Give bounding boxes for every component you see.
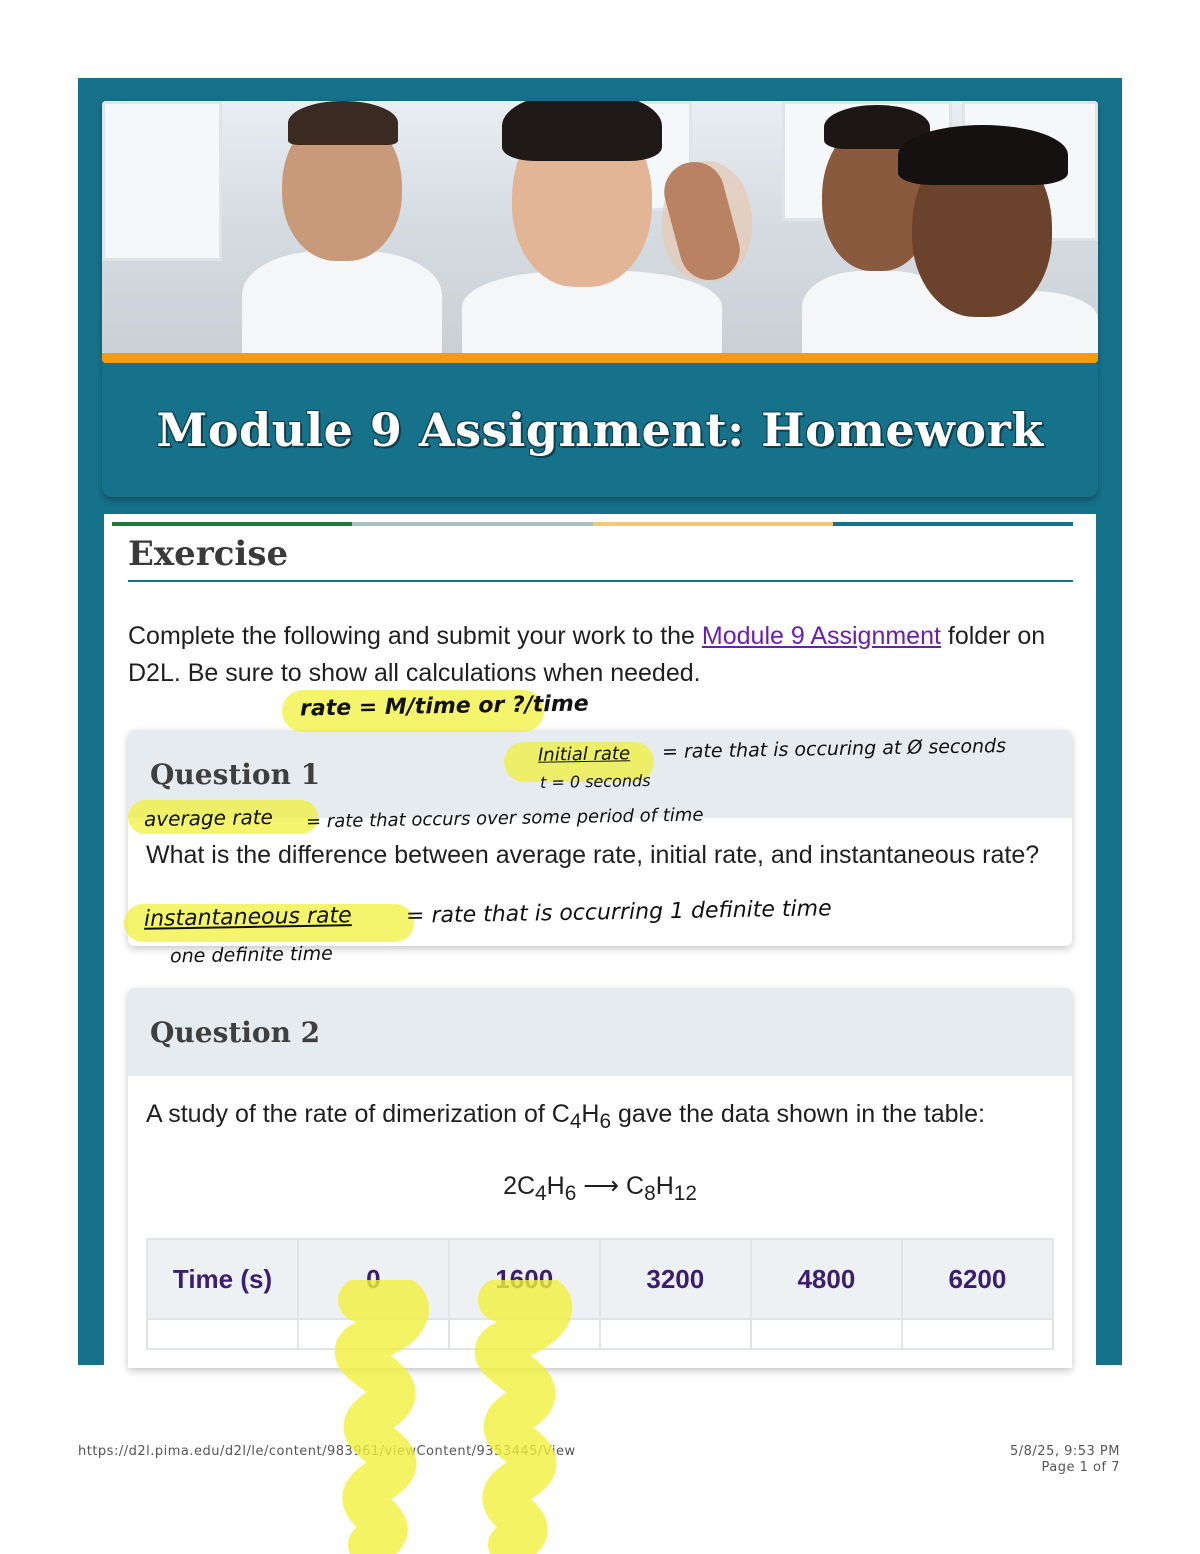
handwritten-initial-rate-label: Initial rate bbox=[537, 743, 631, 766]
handwritten-one-definite-time: one definite time bbox=[169, 942, 334, 968]
highlight-squiggle bbox=[300, 1280, 580, 1554]
table-cell: 1600 bbox=[449, 1239, 600, 1319]
table-cell: 0 bbox=[298, 1239, 449, 1319]
question-2-body bbox=[128, 1076, 1072, 1368]
handwritten-initial-rate-t: t = 0 seconds bbox=[539, 771, 651, 792]
question-1-text: What is the difference between average rate, initial rate, and instantaneous rate? bbox=[146, 841, 1040, 869]
intro-text-before: Complete the following and submit your work to the bbox=[128, 622, 702, 650]
question-1-heading: Question 1 bbox=[150, 758, 321, 791]
exercise-divider bbox=[128, 580, 1073, 582]
time-header-cell: Time (s) bbox=[147, 1239, 298, 1319]
title-panel bbox=[102, 363, 1098, 497]
footer-date bbox=[1010, 1444, 1120, 1476]
color-bar bbox=[112, 522, 1073, 526]
banner-accent-stripe bbox=[102, 353, 1098, 363]
module-9-assignment-link[interactable]: Module 9 Assignment bbox=[701, 622, 941, 650]
handwritten-average-rate-definition: = rate that occurs over some period of time bbox=[305, 804, 704, 833]
page-title: Module 9 Assignment: Homework bbox=[156, 403, 1044, 457]
table-cell: 6200 bbox=[902, 1239, 1053, 1319]
footer-datetime: 5/8/25, 9:53 PM bbox=[1010, 1444, 1120, 1459]
table-cell: 4800 bbox=[751, 1239, 902, 1319]
exercise-heading: Exercise bbox=[128, 534, 289, 574]
table-row bbox=[147, 1239, 1053, 1319]
rate-data-table bbox=[146, 1238, 1054, 1350]
handwritten-instantaneous-definition: = rate that is occurring 1 definite time bbox=[405, 896, 832, 929]
handwritten-instantaneous-label: instantaneous rate bbox=[143, 903, 352, 932]
page-number: Page 1 of 7 bbox=[1041, 1460, 1120, 1475]
handwritten-rate-formula: rate = M/time or ?/time bbox=[299, 691, 589, 722]
question-2-card bbox=[128, 988, 1072, 1368]
handwritten-initial-rate-definition: = rate that is occuring at Ø seconds bbox=[661, 734, 1007, 764]
question-2-header bbox=[128, 988, 1072, 1076]
question-2-text: A study of the rate of dimerization of $C_4H_6$ gave the data shown in the table: bbox=[146, 1100, 985, 1133]
dimerization-equation: $2C_4H_6$ ⟶ $C_8H_{12}$ bbox=[503, 1172, 697, 1205]
footer-url: https://d2l.pima.edu/d2l/le/content/983961/viewContent/9353445/View bbox=[78, 1444, 576, 1459]
table-cell: 3200 bbox=[600, 1239, 751, 1319]
question-2-heading: Question 2 bbox=[150, 1016, 321, 1049]
handwritten-average-rate-label: average rate bbox=[143, 804, 274, 832]
hero-banner-image bbox=[102, 101, 1098, 363]
intro-text-after: folder on D2L. Be sure to show all calculations when needed. bbox=[128, 622, 1046, 687]
exercise-intro bbox=[128, 618, 1048, 692]
table-row bbox=[147, 1319, 1053, 1349]
